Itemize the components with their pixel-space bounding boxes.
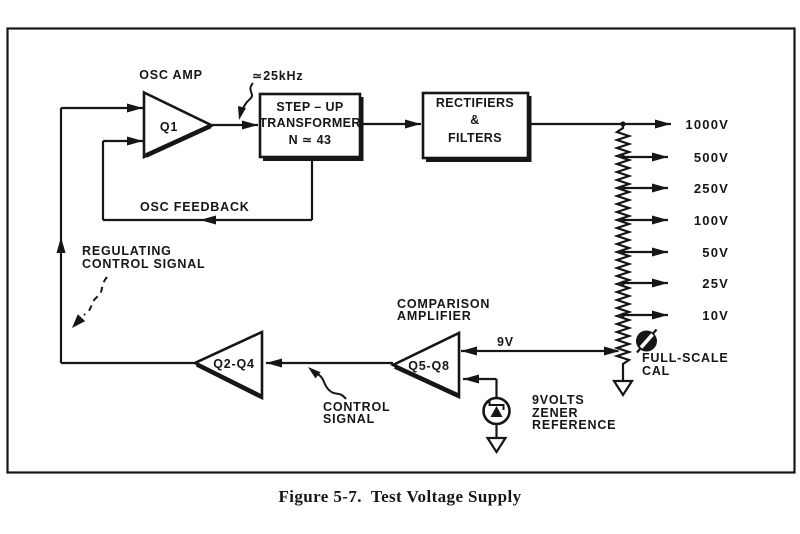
transformer-line3: N ≃ 43	[288, 133, 332, 147]
tap-label-100v: 100V	[693, 213, 729, 228]
junction-dot	[621, 155, 625, 159]
transformer-line1: STEP – UP	[276, 100, 344, 114]
rectifiers-line1: RECTIFIERS	[435, 96, 515, 110]
up-arrowhead-icon	[57, 237, 66, 253]
tap-label-50v: 50V	[702, 245, 729, 260]
zener-label-line3: REFERENCE	[532, 418, 617, 432]
tap-label-250v: 250V	[693, 181, 729, 196]
junction-dot	[621, 281, 625, 285]
q1-designator: Q1	[159, 120, 179, 134]
comparison-amp-line2: AMPLIFIER	[397, 309, 472, 323]
zener-label-line1: 9VOLTS	[532, 393, 585, 407]
regulating-label-line1: REGULATING	[82, 244, 172, 258]
junction-dot	[621, 250, 625, 254]
left-arrowhead-icon	[200, 216, 216, 225]
rectifiers-line3: FILTERS	[448, 131, 502, 145]
squiggle-arrowhead-icon	[308, 367, 321, 378]
frequency-note: ≃25kHz	[252, 69, 304, 83]
transformer-line2: TRANSFORMER	[259, 116, 361, 130]
nine-volt-label: 9V	[497, 335, 514, 349]
osc-amp-label: OSC AMP	[139, 68, 203, 82]
full-scale-cal-line1: FULL-SCALE	[642, 351, 729, 365]
comparison-amp-line1: COMPARISON	[397, 297, 491, 311]
control-signal-line2: SIGNAL	[323, 412, 376, 426]
tap-label-10v: 10V	[702, 308, 729, 323]
full-scale-cal-line2: CAL	[642, 364, 671, 378]
regulating-squiggle-arrow	[84, 277, 107, 315]
osc-feedback-label: OSC FEEDBACK	[140, 200, 250, 214]
ground-icon	[614, 381, 632, 395]
tap-label-25v: 25V	[702, 276, 729, 291]
q5-q8-designator: Q5-Q8	[408, 359, 450, 373]
junction-dot	[620, 121, 625, 126]
control-signal-squiggle-arrow	[315, 372, 346, 399]
ground-icon	[488, 438, 506, 452]
left-arrowhead-icon	[461, 347, 477, 356]
rectifiers-line2: &	[470, 113, 480, 127]
q2-q4-designator: Q2-Q4	[213, 357, 255, 371]
tap-label-1000v: 1000V	[685, 117, 729, 132]
squiggle-arrowhead-icon	[72, 314, 85, 328]
figure-caption: Figure 5-7. Test Voltage Supply	[278, 487, 522, 506]
junction-dot	[621, 218, 625, 222]
junction-dot	[621, 186, 625, 190]
squiggle-arrowhead-icon	[238, 106, 246, 120]
zener-label-line2: ZENER	[532, 406, 579, 420]
regulating-label-line2: CONTROL SIGNAL	[82, 257, 206, 271]
control-signal-line1: CONTROL	[323, 400, 391, 414]
junction-dot	[621, 313, 625, 317]
tap-label-500v: 500V	[693, 150, 729, 165]
